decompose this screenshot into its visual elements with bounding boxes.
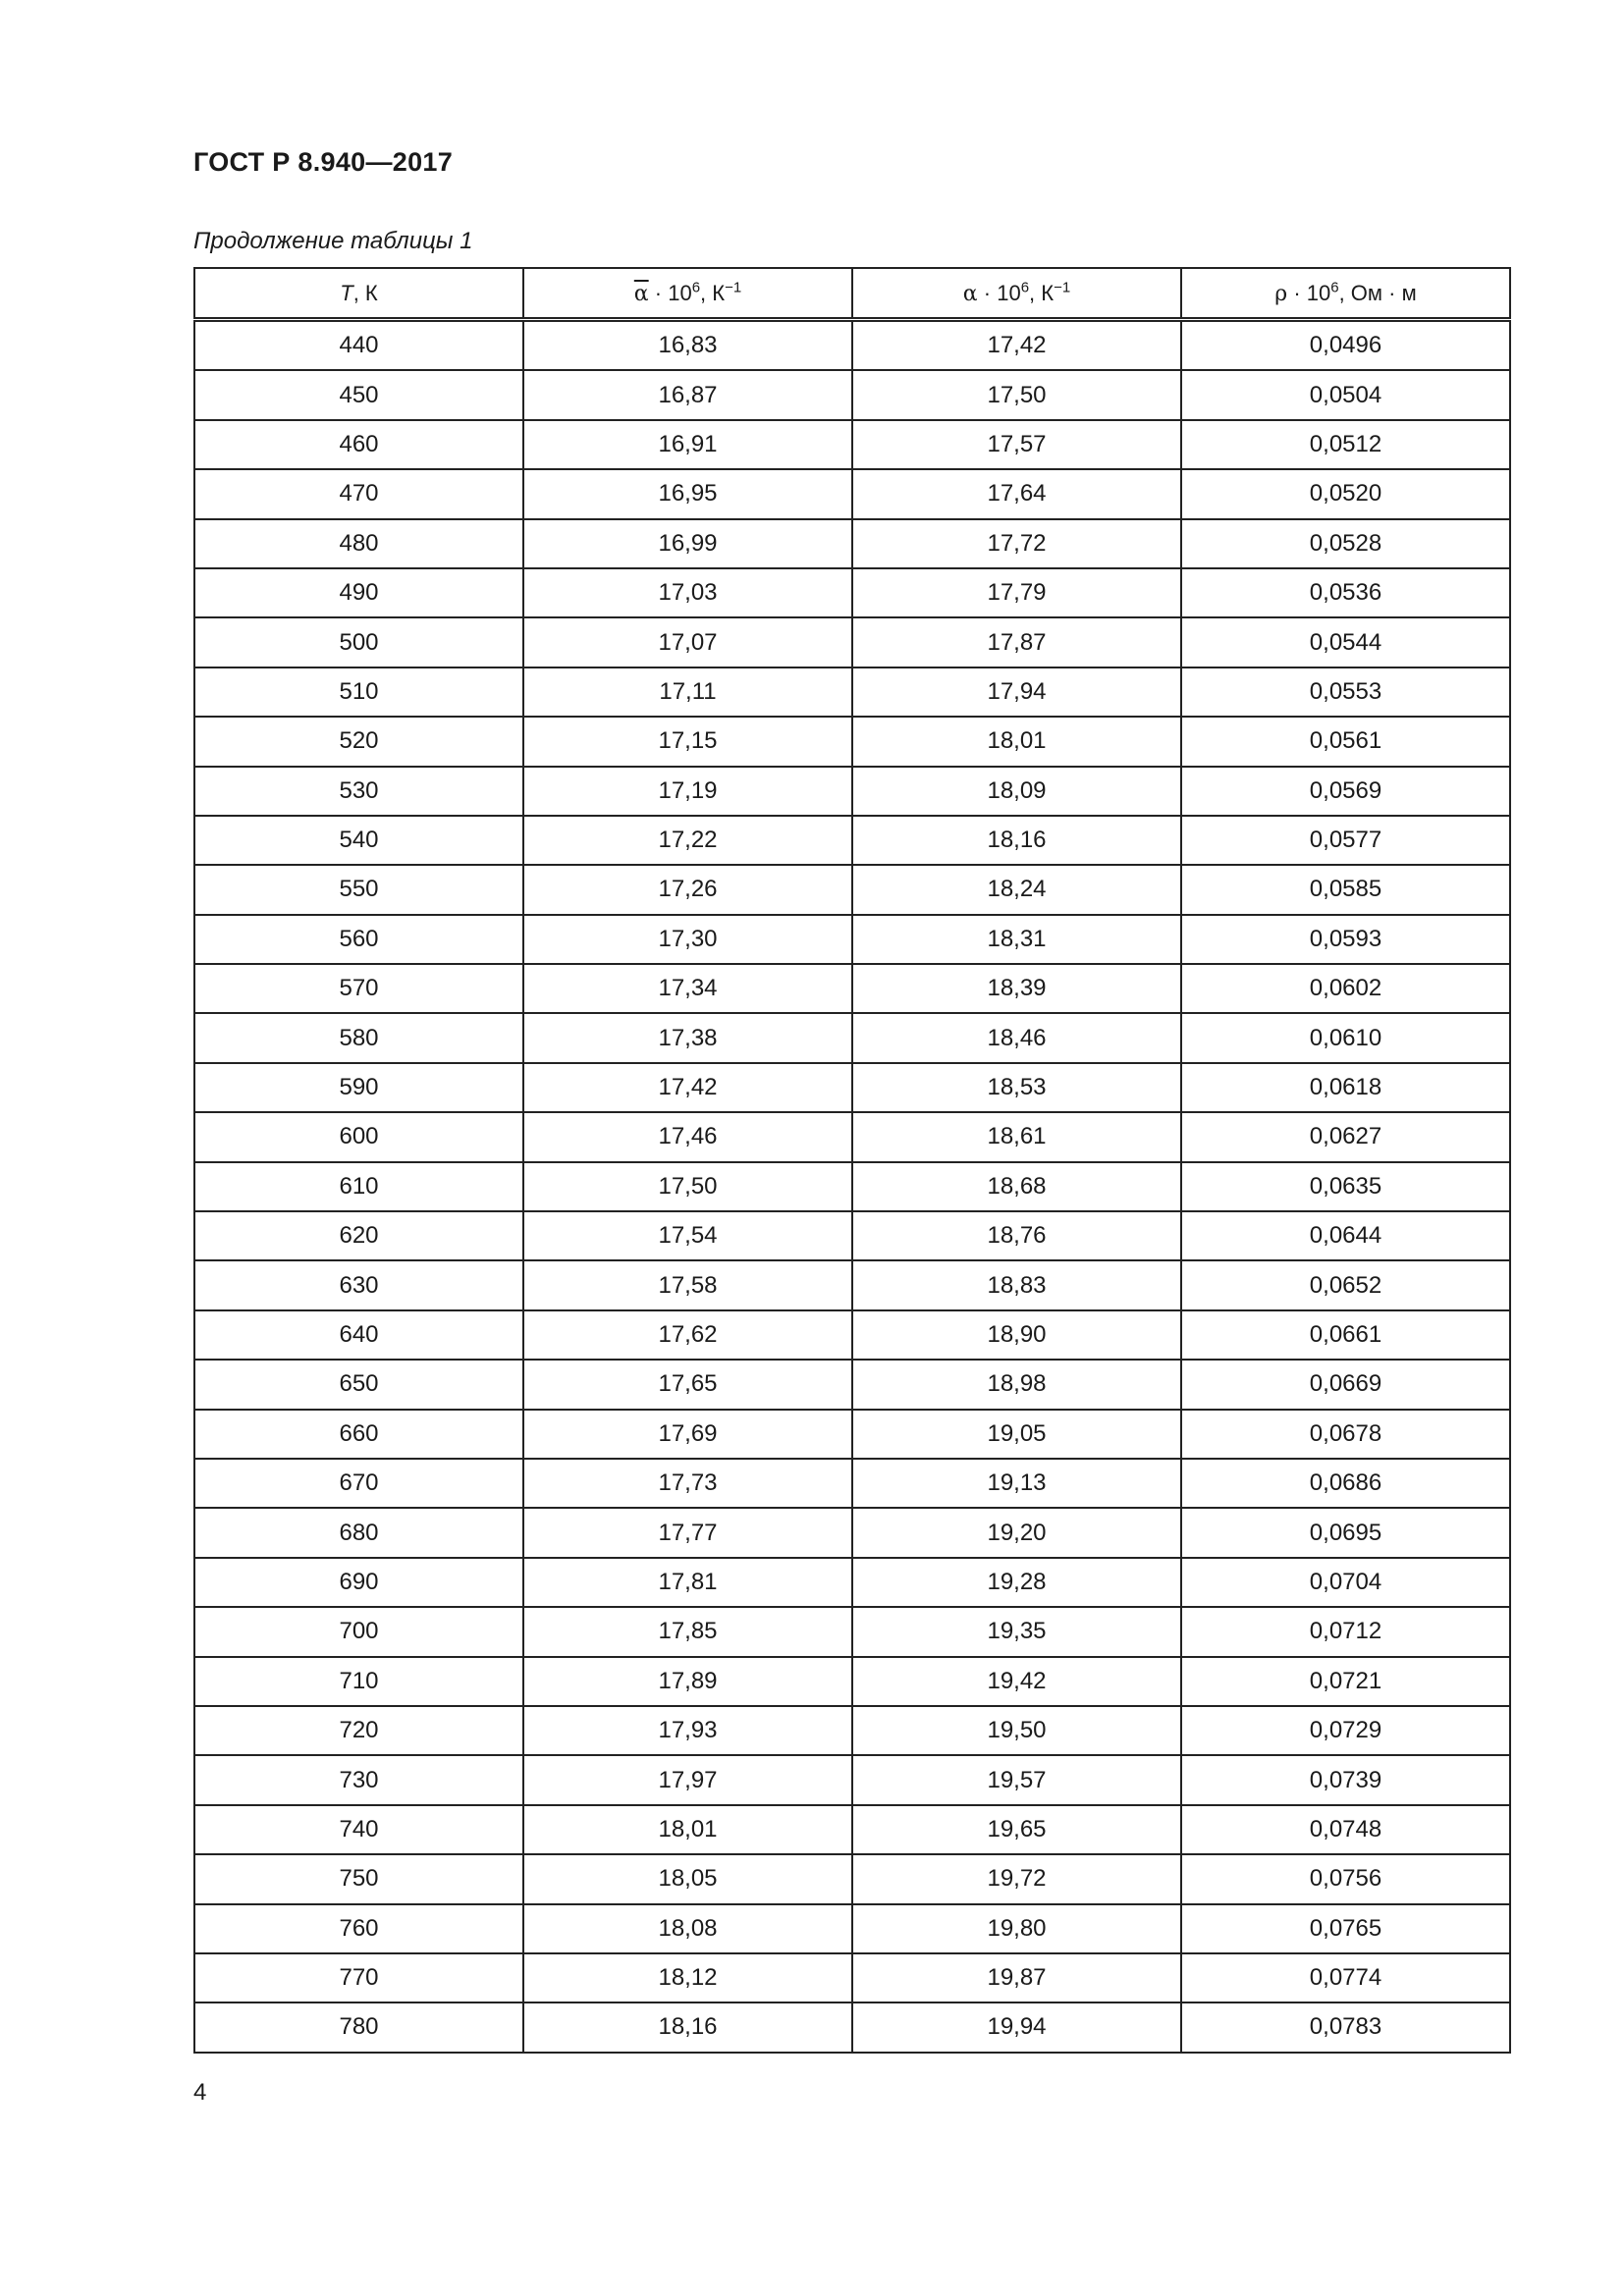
cell-resistivity: 0,0783 <box>1181 2002 1510 2052</box>
table-row <box>194 964 1510 1013</box>
cell-mean-expansion: 17,11 <box>523 667 852 717</box>
cell-expansion: 18,24 <box>852 865 1181 914</box>
cell-resistivity: 0,0739 <box>1181 1755 1510 1804</box>
cell-expansion: 19,80 <box>852 1904 1181 1953</box>
cell-expansion: 17,50 <box>852 370 1181 419</box>
cell-resistivity: 0,0585 <box>1181 865 1510 914</box>
cell-temperature: 470 <box>194 469 523 518</box>
table-row <box>194 1310 1510 1360</box>
table-row <box>194 1410 1510 1459</box>
cell-resistivity: 0,0627 <box>1181 1112 1510 1161</box>
table-row <box>194 1162 1510 1211</box>
cell-mean-expansion: 17,69 <box>523 1410 852 1459</box>
cell-expansion: 19,57 <box>852 1755 1181 1804</box>
cell-resistivity: 0,0774 <box>1181 1953 1510 2002</box>
cell-resistivity: 0,0652 <box>1181 1260 1510 1309</box>
table-row <box>194 1112 1510 1161</box>
cell-temperature: 740 <box>194 1805 523 1854</box>
cell-temperature: 610 <box>194 1162 523 1211</box>
cell-temperature: 580 <box>194 1013 523 1062</box>
table-row <box>194 420 1510 469</box>
table-row <box>194 1607 1510 1656</box>
cell-resistivity: 0,0577 <box>1181 816 1510 865</box>
document-code: ГОСТ Р 8.940—2017 <box>193 147 454 177</box>
cell-mean-expansion: 17,22 <box>523 816 852 865</box>
table-row <box>194 519 1510 568</box>
cell-temperature: 510 <box>194 667 523 717</box>
cell-resistivity: 0,0678 <box>1181 1410 1510 1459</box>
cell-temperature: 630 <box>194 1260 523 1309</box>
table-row <box>194 717 1510 766</box>
table-row <box>194 767 1510 816</box>
cell-temperature: 450 <box>194 370 523 419</box>
cell-mean-expansion: 16,91 <box>523 420 852 469</box>
cell-temperature: 500 <box>194 617 523 667</box>
cell-mean-expansion: 17,85 <box>523 1607 852 1656</box>
cell-temperature: 520 <box>194 717 523 766</box>
cell-mean-expansion: 17,19 <box>523 767 852 816</box>
cell-resistivity: 0,0712 <box>1181 1607 1510 1656</box>
cell-expansion: 18,90 <box>852 1310 1181 1360</box>
table-row <box>194 568 1510 617</box>
cell-resistivity: 0,0528 <box>1181 519 1510 568</box>
column-header-expansion-coefficient: $\alpha \cdot 10^6$, $К^{-1}$ <box>852 268 1181 320</box>
cell-mean-expansion: 17,65 <box>523 1360 852 1409</box>
cell-expansion: 19,65 <box>852 1805 1181 1854</box>
cell-temperature: 670 <box>194 1459 523 1508</box>
cell-expansion: 17,94 <box>852 667 1181 717</box>
cell-resistivity: 0,0695 <box>1181 1508 1510 1557</box>
cell-mean-expansion: 17,58 <box>523 1260 852 1309</box>
cell-expansion: 19,05 <box>852 1410 1181 1459</box>
table-row <box>194 1755 1510 1804</box>
cell-temperature: 590 <box>194 1063 523 1112</box>
table-row <box>194 1013 1510 1062</box>
cell-temperature: 750 <box>194 1854 523 1903</box>
cell-resistivity: 0,0635 <box>1181 1162 1510 1211</box>
table-row <box>194 469 1510 518</box>
cell-temperature: 700 <box>194 1607 523 1656</box>
cell-temperature: 560 <box>194 915 523 964</box>
cell-temperature: 550 <box>194 865 523 914</box>
table-body <box>194 320 1510 2053</box>
table-row <box>194 1211 1510 1260</box>
cell-expansion: 19,13 <box>852 1459 1181 1508</box>
cell-temperature: 440 <box>194 320 523 371</box>
cell-mean-expansion: 17,38 <box>523 1013 852 1062</box>
table-row <box>194 320 1510 371</box>
cell-expansion: 17,72 <box>852 519 1181 568</box>
table-row <box>194 816 1510 865</box>
cell-temperature: 760 <box>194 1904 523 1953</box>
cell-mean-expansion: 17,34 <box>523 964 852 1013</box>
cell-resistivity: 0,0748 <box>1181 1805 1510 1854</box>
cell-resistivity: 0,0661 <box>1181 1310 1510 1360</box>
cell-expansion: 17,79 <box>852 568 1181 617</box>
cell-mean-expansion: 18,12 <box>523 1953 852 2002</box>
cell-expansion: 19,72 <box>852 1854 1181 1903</box>
cell-temperature: 690 <box>194 1558 523 1607</box>
cell-temperature: 720 <box>194 1706 523 1755</box>
cell-temperature: 490 <box>194 568 523 617</box>
table-row <box>194 1508 1510 1557</box>
table-row <box>194 1360 1510 1409</box>
cell-expansion: 17,57 <box>852 420 1181 469</box>
cell-temperature: 530 <box>194 767 523 816</box>
cell-mean-expansion: 16,83 <box>523 320 852 371</box>
cell-mean-expansion: 17,62 <box>523 1310 852 1360</box>
cell-mean-expansion: 17,73 <box>523 1459 852 1508</box>
cell-resistivity: 0,0496 <box>1181 320 1510 371</box>
table-header-row <box>194 268 1510 320</box>
table-row <box>194 1459 1510 1508</box>
cell-mean-expansion: 17,15 <box>523 717 852 766</box>
cell-mean-expansion: 17,97 <box>523 1755 852 1804</box>
cell-mean-expansion: 17,07 <box>523 617 852 667</box>
cell-expansion: 17,42 <box>852 320 1181 371</box>
cell-mean-expansion: 16,95 <box>523 469 852 518</box>
cell-mean-expansion: 17,26 <box>523 865 852 914</box>
table-row <box>194 1854 1510 1903</box>
cell-resistivity: 0,0729 <box>1181 1706 1510 1755</box>
cell-expansion: 17,87 <box>852 617 1181 667</box>
table-row <box>194 2002 1510 2052</box>
cell-expansion: 18,98 <box>852 1360 1181 1409</box>
table-row <box>194 1657 1510 1706</box>
cell-resistivity: 0,0721 <box>1181 1657 1510 1706</box>
table-row <box>194 667 1510 717</box>
cell-mean-expansion: 17,46 <box>523 1112 852 1161</box>
table-caption: Продолжение таблицы 1 <box>193 228 473 254</box>
cell-temperature: 640 <box>194 1310 523 1360</box>
table-row <box>194 1063 1510 1112</box>
cell-resistivity: 0,0504 <box>1181 370 1510 419</box>
cell-resistivity: 0,0669 <box>1181 1360 1510 1409</box>
cell-mean-expansion: 17,03 <box>523 568 852 617</box>
cell-mean-expansion: 17,42 <box>523 1063 852 1112</box>
cell-resistivity: 0,0644 <box>1181 1211 1510 1260</box>
table-row <box>194 1805 1510 1854</box>
cell-expansion: 19,35 <box>852 1607 1181 1656</box>
cell-temperature: 660 <box>194 1410 523 1459</box>
cell-mean-expansion: 17,93 <box>523 1706 852 1755</box>
cell-temperature: 460 <box>194 420 523 469</box>
table-row <box>194 1260 1510 1309</box>
cell-expansion: 18,39 <box>852 964 1181 1013</box>
cell-expansion: 18,68 <box>852 1162 1181 1211</box>
table-row <box>194 370 1510 419</box>
cell-expansion: 18,01 <box>852 717 1181 766</box>
table-row <box>194 1953 1510 2002</box>
cell-expansion: 19,94 <box>852 2002 1181 2052</box>
cell-resistivity: 0,0561 <box>1181 717 1510 766</box>
table-row <box>194 1904 1510 1953</box>
cell-mean-expansion: 17,81 <box>523 1558 852 1607</box>
cell-expansion: 18,46 <box>852 1013 1181 1062</box>
cell-resistivity: 0,0544 <box>1181 617 1510 667</box>
cell-resistivity: 0,0512 <box>1181 420 1510 469</box>
column-header-mean-expansion-coefficient: $\overline{\alpha} \cdot 10^6$, $К^{-1}$ <box>523 268 852 320</box>
cell-mean-expansion: 18,01 <box>523 1805 852 1854</box>
cell-resistivity: 0,0520 <box>1181 469 1510 518</box>
cell-resistivity: 0,0569 <box>1181 767 1510 816</box>
cell-temperature: 570 <box>194 964 523 1013</box>
cell-expansion: 19,28 <box>852 1558 1181 1607</box>
table-row <box>194 617 1510 667</box>
cell-expansion: 18,76 <box>852 1211 1181 1260</box>
cell-resistivity: 0,0686 <box>1181 1459 1510 1508</box>
cell-temperature: 600 <box>194 1112 523 1161</box>
cell-temperature: 620 <box>194 1211 523 1260</box>
cell-temperature: 540 <box>194 816 523 865</box>
cell-temperature: 480 <box>194 519 523 568</box>
cell-resistivity: 0,0756 <box>1181 1854 1510 1903</box>
cell-temperature: 730 <box>194 1755 523 1804</box>
page-number: 4 <box>193 2079 207 2106</box>
column-header-resistivity: $\rho \cdot 10^6$, Ом · м <box>1181 268 1510 320</box>
cell-mean-expansion: 16,87 <box>523 370 852 419</box>
data-table <box>193 267 1511 2054</box>
cell-mean-expansion: 18,08 <box>523 1904 852 1953</box>
cell-mean-expansion: 16,99 <box>523 519 852 568</box>
cell-expansion: 18,31 <box>852 915 1181 964</box>
cell-temperature: 780 <box>194 2002 523 2052</box>
cell-resistivity: 0,0536 <box>1181 568 1510 617</box>
cell-expansion: 18,09 <box>852 767 1181 816</box>
cell-resistivity: 0,0618 <box>1181 1063 1510 1112</box>
column-header-temperature: T, К <box>194 268 523 320</box>
cell-mean-expansion: 17,30 <box>523 915 852 964</box>
cell-mean-expansion: 18,05 <box>523 1854 852 1903</box>
table-row <box>194 915 1510 964</box>
cell-resistivity: 0,0765 <box>1181 1904 1510 1953</box>
cell-expansion: 19,20 <box>852 1508 1181 1557</box>
cell-expansion: 19,50 <box>852 1706 1181 1755</box>
cell-expansion: 19,42 <box>852 1657 1181 1706</box>
cell-mean-expansion: 17,77 <box>523 1508 852 1557</box>
cell-mean-expansion: 17,50 <box>523 1162 852 1211</box>
table-row <box>194 1706 1510 1755</box>
cell-expansion: 18,83 <box>852 1260 1181 1309</box>
cell-mean-expansion: 18,16 <box>523 2002 852 2052</box>
cell-temperature: 680 <box>194 1508 523 1557</box>
cell-expansion: 18,61 <box>852 1112 1181 1161</box>
cell-resistivity: 0,0602 <box>1181 964 1510 1013</box>
cell-resistivity: 0,0704 <box>1181 1558 1510 1607</box>
cell-resistivity: 0,0610 <box>1181 1013 1510 1062</box>
cell-temperature: 650 <box>194 1360 523 1409</box>
cell-mean-expansion: 17,54 <box>523 1211 852 1260</box>
cell-expansion: 18,53 <box>852 1063 1181 1112</box>
table-row <box>194 865 1510 914</box>
cell-resistivity: 0,0593 <box>1181 915 1510 964</box>
cell-mean-expansion: 17,89 <box>523 1657 852 1706</box>
cell-temperature: 770 <box>194 1953 523 2002</box>
cell-expansion: 19,87 <box>852 1953 1181 2002</box>
cell-temperature: 710 <box>194 1657 523 1706</box>
cell-resistivity: 0,0553 <box>1181 667 1510 717</box>
cell-expansion: 18,16 <box>852 816 1181 865</box>
cell-expansion: 17,64 <box>852 469 1181 518</box>
table-row <box>194 1558 1510 1607</box>
